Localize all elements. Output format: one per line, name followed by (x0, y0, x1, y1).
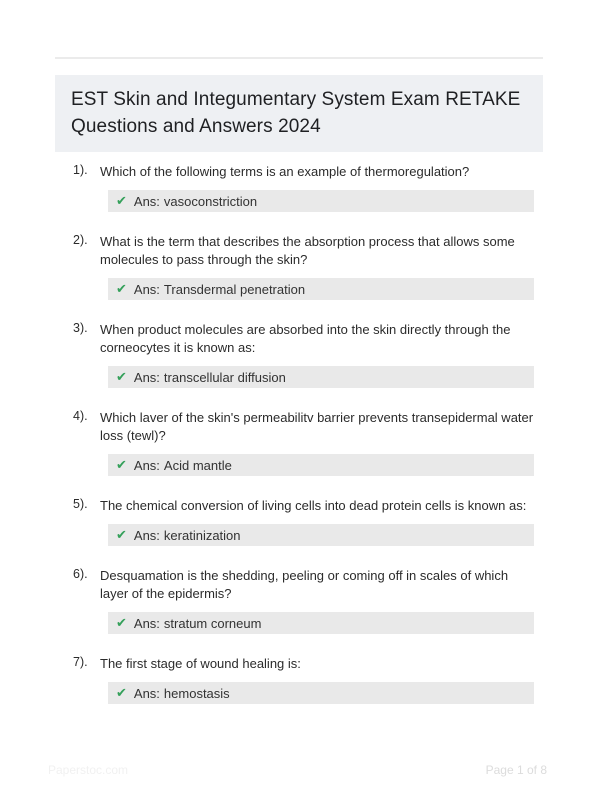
question-item (73, 655, 535, 704)
question-number: 1). (73, 163, 88, 177)
question-number: 3). (73, 321, 88, 335)
question-item (73, 567, 535, 634)
question-body (100, 497, 535, 546)
question-number: 7). (73, 655, 88, 669)
answer-prefix: Ans: (133, 369, 160, 385)
question-number: 2). (73, 233, 88, 247)
check-icon: ✔ (116, 615, 127, 630)
check-icon: ✔ (116, 527, 127, 542)
question-text: Desquamation is the shedding, peeling or coming off in scales of which layer of the epidermis? (100, 568, 509, 601)
question-body (100, 321, 535, 388)
check-icon: ✔ (116, 457, 127, 472)
question-text: When product molecules are absorbed into the skin directly through the corneocytes it is known as: (100, 322, 511, 355)
answer-box (108, 190, 534, 212)
check-icon: ✔ (116, 193, 127, 208)
header-divider (55, 57, 543, 59)
question-item (73, 163, 535, 212)
title-box (55, 75, 543, 152)
question-number: 5). (73, 497, 88, 511)
question-item (73, 321, 535, 388)
check-icon: ✔ (116, 369, 127, 384)
answer-box (108, 524, 534, 546)
answer-prefix: Ans: (133, 527, 160, 543)
answer-text: stratum corneum (163, 615, 262, 631)
question-text: The chemical conversion of living cells into dead protein cells is known as: (100, 498, 527, 513)
question-item (73, 409, 535, 476)
answer-box (108, 612, 534, 634)
answer-text: transcellular diffusion (163, 369, 286, 385)
answer-box (108, 366, 534, 388)
question-number: 6). (73, 567, 88, 581)
answer-text: vasoconstriction (163, 193, 258, 209)
answer-text: Transdermal penetration (163, 281, 306, 297)
question-text: The first stage of wound healing is: (100, 656, 301, 671)
question-body (100, 567, 535, 634)
answer-box (108, 278, 534, 300)
answer-prefix: Ans: (133, 685, 160, 701)
answer-text: keratinization (163, 527, 241, 543)
answer-box (108, 682, 534, 704)
answer-text: Acid mantle (163, 457, 232, 473)
question-body (100, 409, 535, 476)
check-icon: ✔ (116, 685, 127, 700)
page-title: EST Skin and Integumentary System Exam RETAKE Questions and Answers 2024 (71, 89, 521, 137)
questions-list (73, 163, 535, 725)
answer-text: hemostasis (163, 685, 230, 701)
page-number: Page 1 of 8 (485, 763, 547, 777)
question-body (100, 163, 535, 212)
answer-prefix: Ans: (133, 615, 160, 631)
question-item (73, 497, 535, 546)
answer-box (108, 454, 534, 476)
question-number: 4). (73, 409, 88, 423)
answer-prefix: Ans: (133, 457, 160, 473)
question-item (73, 233, 535, 300)
question-text: What is the term that describes the absorption process that allows some molecules to pass through the skin? (100, 234, 515, 267)
watermark: Paperstoc.com (48, 763, 129, 777)
question-text: Which of the following terms is an example of thermoregulation? (100, 164, 470, 179)
answer-prefix: Ans: (133, 193, 160, 209)
question-body (100, 233, 535, 300)
check-icon: ✔ (116, 281, 127, 296)
question-text: Which laver of the skin's permeabilitv barrier prevents transepidermal water loss (tewl)? (100, 410, 534, 443)
question-body (100, 655, 535, 704)
answer-prefix: Ans: (133, 281, 160, 297)
